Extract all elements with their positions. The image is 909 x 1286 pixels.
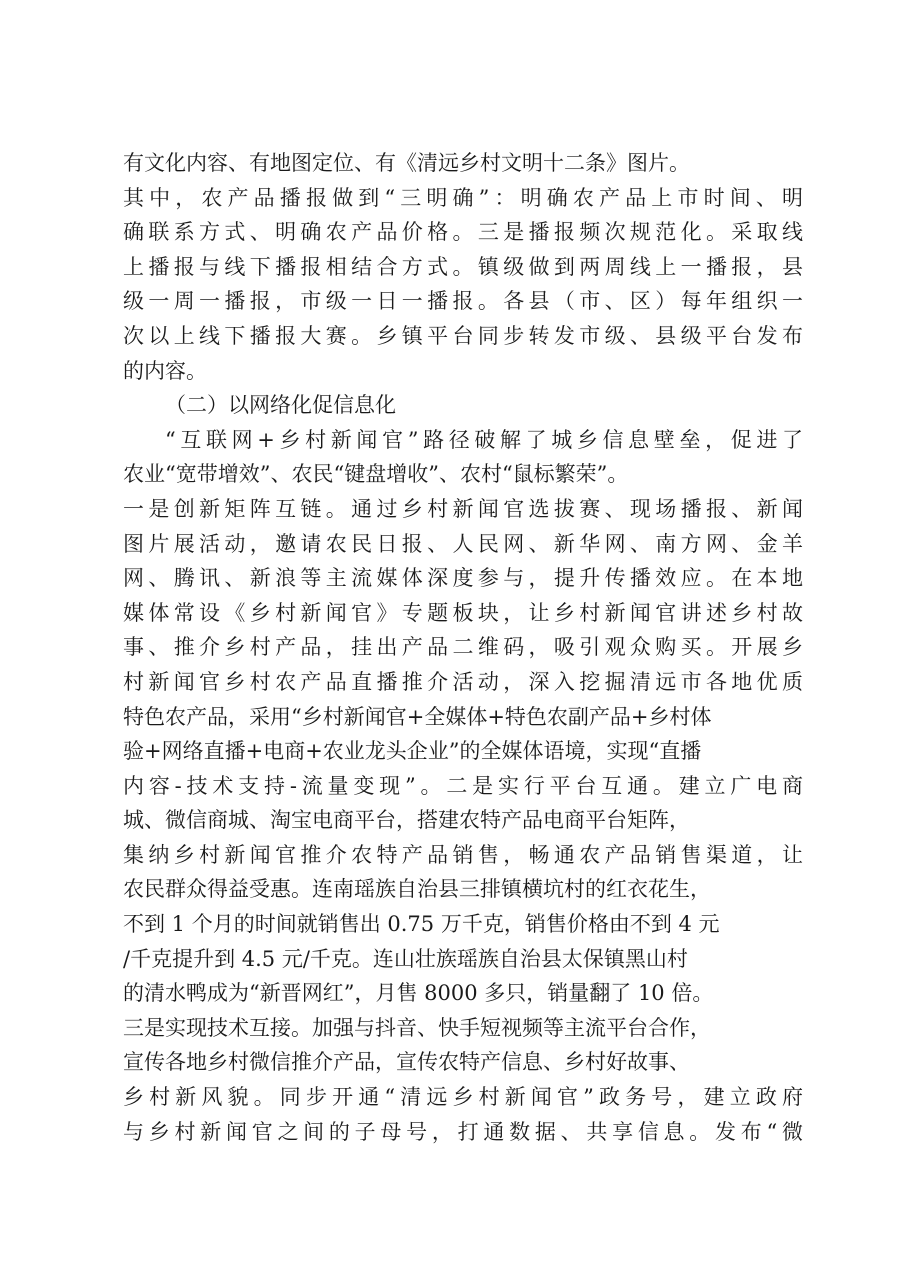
section-heading: （二）以网络化促信息化 — [165, 393, 396, 418]
text-line: 农业“宽带增效”、农民“键盘增收”、农村“鼠标繁荣”。 — [123, 462, 629, 487]
text-line: 上播报与线下播报相结合方式。镇级做到两周线上一播报，县 — [123, 254, 803, 279]
text-line: 一是创新矩阵互链。通过乡村新闻官选拔赛、现场播报、新闻 — [123, 496, 803, 521]
text-line: 图片展活动，邀请农民日报、人民网、新华网、南方网、金羊 — [123, 531, 803, 556]
text-line: 事、推介乡村产品，挂出产品二维码，吸引观众购买。开展乡 — [123, 635, 803, 660]
text-line: 村新闻官乡村农产品直播推介活动，深入挖掘清远市各地优质 — [123, 669, 803, 694]
text-line: 有文化内容、有地图定位、有《清远乡村文明十二条》图片。 — [123, 151, 690, 175]
text-line: 网、腾讯、新浪等主流媒体深度参与，提升传播效应。在本地 — [123, 566, 803, 591]
text-line: 验+网络直播+电商+农业龙头企业”的全媒体语境，实现“直播 — [123, 739, 702, 764]
document-body — [123, 146, 803, 1149]
text-line: 城、微信商城、淘宝电商平台，搭建农特产品电商平台矩阵， — [123, 808, 690, 833]
text-line: 不到 1 个月的时间就销售出 0.75 万千克，销售价格由不到 4 元 — [123, 912, 720, 937]
text-line: 的内容。 — [123, 358, 207, 383]
text-line: 与乡村新闻官之间的子母号，打通数据、共享信息。发布“微 — [123, 1119, 803, 1144]
text-line: “互联网+乡村新闻官”路径破解了城乡信息壁垒，促进了 — [165, 427, 803, 452]
text-line: 农民群众得益受惠。连南瑶族自治县三排镇横坑村的红衣花生， — [123, 877, 711, 902]
text-line: /千克提升到 4.5 元/千克。连山壮族瑶族自治县太保镇黑山村 — [123, 946, 688, 971]
text-line: 三是实现技术互接。加强与抖音、快手短视频等主流平台合作， — [123, 1015, 711, 1040]
text-line: 内容-技术支持-流量变现”。二是实行平台互通。建立广电商 — [123, 773, 803, 798]
text-line: 媒体常设《乡村新闻官》专题板块，让乡村新闻官讲述乡村故 — [123, 600, 803, 625]
text-line: 级一周一播报，市级一日一播报。各县（市、区）每年组织一 — [123, 289, 803, 314]
text-line: 确联系方式、明确农产品价格。三是播报频次规范化。采取线 — [123, 220, 803, 245]
text-line: 乡村新风貌。同步开通“清远乡村新闻官”政务号，建立政府 — [123, 1085, 803, 1110]
text-line: 的清水鸭成为“新晋网红”，月售 8000 多只，销量翻了 10 倍。 — [123, 981, 714, 1006]
text-line: 特色农产品，采用“乡村新闻官+全媒体+特色农副产品+乡村体 — [123, 704, 712, 729]
text-line: 集纳乡村新闻官推介农特产品销售，畅通农产品销售渠道，让 — [123, 842, 803, 867]
text-line: 宣传各地乡村微信推介产品，宣传农特产信息、乡村好故事、 — [123, 1050, 690, 1075]
text-line: 其中，农产品播报做到“三明确”：明确农产品上市时间、明 — [123, 185, 803, 210]
text-line: 次以上线下播报大赛。乡镇平台同步转发市级、县级平台发布 — [123, 323, 803, 348]
